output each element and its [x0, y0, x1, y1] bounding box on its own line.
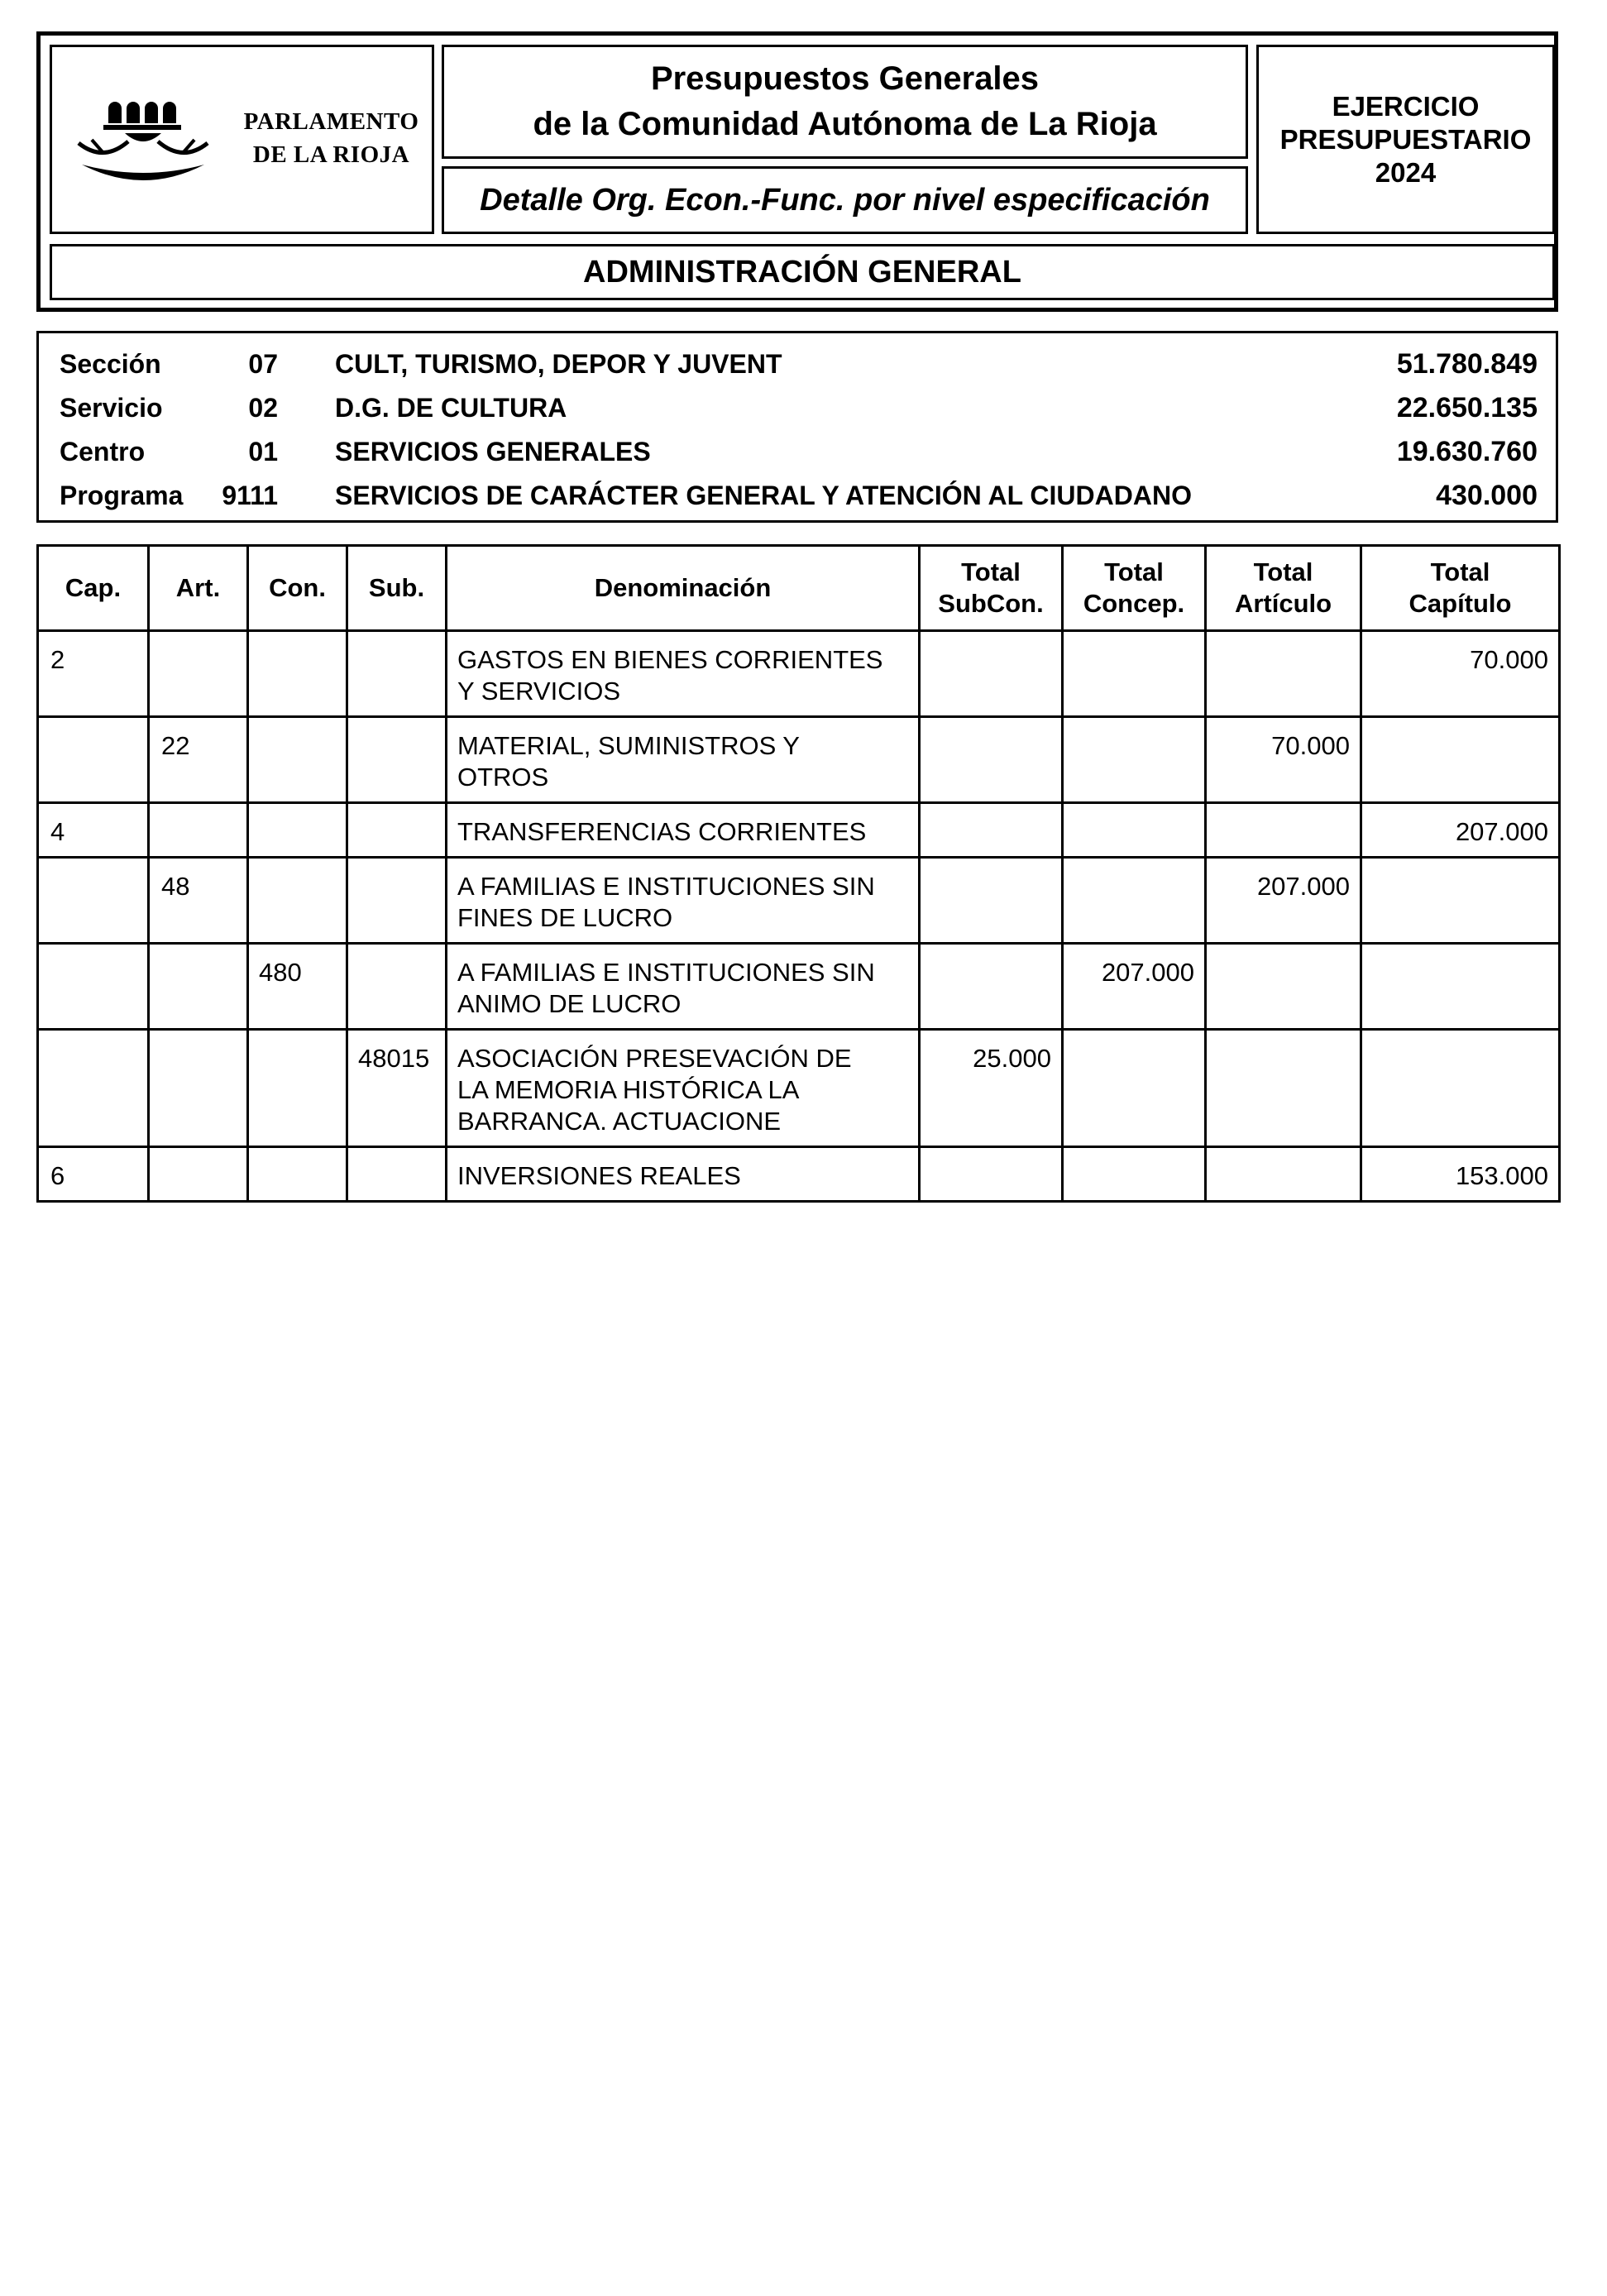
info-name: D.G. DE CULTURA: [335, 393, 567, 423]
cell-total-subcon: [920, 944, 1063, 1030]
year-label-2: PRESUPUESTARIO: [1279, 123, 1532, 155]
cell-total-subcon: [920, 803, 1063, 858]
organization-banner: [50, 244, 1555, 300]
title-line-2: de la Comunidad Autónoma de La Rioja: [533, 106, 1157, 142]
cell-sub: 48015: [347, 1030, 447, 1147]
cell-total-subcon: [920, 858, 1063, 944]
cell-total-subcon: [920, 631, 1063, 717]
info-row-programa: [39, 475, 1556, 516]
header-line: Total: [1253, 557, 1313, 586]
header-line: Artículo: [1234, 589, 1332, 618]
cell-con: [248, 1147, 347, 1202]
cell-total-subcon: 25.000: [920, 1030, 1063, 1147]
logo-line-1: PARLAMENTO: [243, 108, 419, 135]
logo-box: [50, 45, 434, 234]
info-code: 07: [248, 349, 278, 379]
cell-total-capitulo: [1361, 858, 1560, 944]
info-code: 01: [248, 437, 278, 466]
den-line: MATERIAL, SUMINISTROS Y: [457, 731, 800, 760]
info-label: Sección: [60, 349, 161, 379]
cell-con: [248, 1030, 347, 1147]
table-row: [38, 803, 1560, 858]
cell-total-capitulo: 70.000: [1361, 631, 1560, 717]
info-code: 02: [248, 393, 278, 423]
document-header: [36, 31, 1558, 312]
info-row-centro: [39, 431, 1556, 472]
cell-denominacion: [447, 717, 920, 803]
cell-total-concep: [1063, 1147, 1206, 1202]
cell-art: 22: [149, 717, 248, 803]
document-title: [442, 45, 1248, 159]
fiscal-year: 2024: [1375, 156, 1437, 188]
col-header-total-subcon: [920, 546, 1063, 631]
den-line: Y SERVICIOS: [457, 677, 620, 706]
cell-con: [248, 631, 347, 717]
cell-con: 480: [248, 944, 347, 1030]
parliament-emblem-icon: [70, 90, 219, 189]
den-line: INVERSIONES REALES: [457, 1161, 741, 1190]
table-header-row: [38, 546, 1560, 631]
cell-cap: [38, 1030, 149, 1147]
table-row: [38, 1147, 1560, 1202]
info-amount: 51.780.849: [1396, 348, 1538, 380]
col-header-cap: Cap.: [38, 546, 149, 631]
info-amount: 19.630.760: [1396, 436, 1538, 467]
den-line: ASOCIACIÓN PRESEVACIÓN DE: [457, 1044, 852, 1073]
cell-total-concep: [1063, 858, 1206, 944]
cell-total-articulo: [1206, 1147, 1361, 1202]
cell-total-articulo: [1206, 1030, 1361, 1147]
subtitle-text: Detalle Org. Econ.-Func. por nivel especificación: [480, 182, 1210, 218]
info-label: Centro: [60, 437, 146, 466]
col-header-con: Con.: [248, 546, 347, 631]
col-header-art: Art.: [149, 546, 248, 631]
logo-line-2: DE LA RIOJA: [252, 141, 410, 168]
cell-total-capitulo: 153.000: [1361, 1147, 1560, 1202]
cell-total-capitulo: [1361, 1030, 1560, 1147]
cell-art: [149, 803, 248, 858]
col-header-sub: Sub.: [347, 546, 447, 631]
den-line: A FAMILIAS E INSTITUCIONES SIN: [457, 958, 875, 987]
col-header-total-concep: [1063, 546, 1206, 631]
cell-cap: 4: [38, 803, 149, 858]
cell-denominacion: [447, 858, 920, 944]
header-line: Capítulo: [1409, 589, 1512, 618]
year-label-1: EJERCICIO: [1332, 90, 1480, 122]
den-line: ANIMO DE LUCRO: [457, 989, 682, 1018]
cell-con: [248, 803, 347, 858]
table-row: [38, 1030, 1560, 1147]
info-row-seccion: [39, 343, 1556, 385]
cell-total-concep: [1063, 631, 1206, 717]
cell-cap: [38, 944, 149, 1030]
cell-sub: [347, 858, 447, 944]
classification-summary: [36, 331, 1558, 523]
den-line: GASTOS EN BIENES CORRIENTES: [457, 645, 883, 674]
cell-art: [149, 944, 248, 1030]
table-row: [38, 717, 1560, 803]
cell-cap: 6: [38, 1147, 149, 1202]
cell-cap: 2: [38, 631, 149, 717]
info-row-servicio: [39, 387, 1556, 428]
den-line: A FAMILIAS E INSTITUCIONES SIN: [457, 872, 875, 901]
table-row: [38, 944, 1560, 1030]
cell-total-concep: 207.000: [1063, 944, 1206, 1030]
header-line: SubCon.: [938, 589, 1044, 618]
col-header-denominacion: Denominación: [447, 546, 920, 631]
cell-total-concep: [1063, 717, 1206, 803]
cell-total-subcon: [920, 717, 1063, 803]
header-line: Total: [961, 557, 1021, 586]
cell-total-capitulo: [1361, 944, 1560, 1030]
parliament-name: [230, 105, 433, 171]
den-line: LA MEMORIA HISTÓRICA LA: [457, 1075, 800, 1104]
table-row: [38, 858, 1560, 944]
cell-total-articulo: 70.000: [1206, 717, 1361, 803]
cell-total-subcon: [920, 1147, 1063, 1202]
den-line: OTROS: [457, 763, 549, 792]
fiscal-year-box: [1256, 45, 1555, 234]
cell-art: [149, 631, 248, 717]
den-line: TRANSFERENCIAS CORRIENTES: [457, 817, 867, 846]
table-row: [38, 631, 1560, 717]
cell-denominacion: [447, 1147, 920, 1202]
info-amount: 22.650.135: [1396, 392, 1538, 423]
den-line: BARRANCA. ACTUACIONE: [457, 1107, 782, 1136]
cell-total-articulo: 207.000: [1206, 858, 1361, 944]
cell-total-articulo: [1206, 944, 1361, 1030]
info-name: SERVICIOS DE CARÁCTER GENERAL Y ATENCIÓN AL CIUDADANO: [335, 481, 1192, 510]
header-line: Total: [1430, 557, 1490, 586]
budget-detail-table: [36, 544, 1561, 1203]
header-line: Total: [1104, 557, 1164, 586]
cell-total-capitulo: [1361, 717, 1560, 803]
cell-sub: [347, 631, 447, 717]
cell-denominacion: [447, 1030, 920, 1147]
cell-total-concep: [1063, 803, 1206, 858]
cell-total-articulo: [1206, 631, 1361, 717]
organization-name: ADMINISTRACIÓN GENERAL: [583, 254, 1021, 289]
info-code: 9111: [222, 481, 278, 510]
info-label: Programa: [60, 481, 184, 510]
cell-art: [149, 1030, 248, 1147]
cell-cap: [38, 858, 149, 944]
cell-total-capitulo: 207.000: [1361, 803, 1560, 858]
cell-con: [248, 717, 347, 803]
col-header-total-capitulo: [1361, 546, 1560, 631]
cell-cap: [38, 717, 149, 803]
cell-denominacion: [447, 944, 920, 1030]
den-line: FINES DE LUCRO: [457, 903, 673, 932]
info-name: SERVICIOS GENERALES: [335, 437, 651, 466]
cell-total-concep: [1063, 1030, 1206, 1147]
cell-con: [248, 858, 347, 944]
cell-sub: [347, 944, 447, 1030]
header-line: Concep.: [1083, 589, 1185, 618]
document-subtitle: [442, 166, 1248, 234]
cell-denominacion: [447, 631, 920, 717]
cell-sub: [347, 1147, 447, 1202]
cell-sub: [347, 803, 447, 858]
cell-sub: [347, 717, 447, 803]
col-header-total-articulo: [1206, 546, 1361, 631]
cell-total-articulo: [1206, 803, 1361, 858]
info-label: Servicio: [60, 393, 163, 423]
title-line-1: Presupuestos Generales: [650, 60, 1040, 97]
cell-art: [149, 1147, 248, 1202]
cell-art: 48: [149, 858, 248, 944]
info-amount: 430.000: [1436, 480, 1538, 511]
cell-denominacion: [447, 803, 920, 858]
info-name: CULT, TURISMO, DEPOR Y JUVENT: [335, 349, 782, 379]
